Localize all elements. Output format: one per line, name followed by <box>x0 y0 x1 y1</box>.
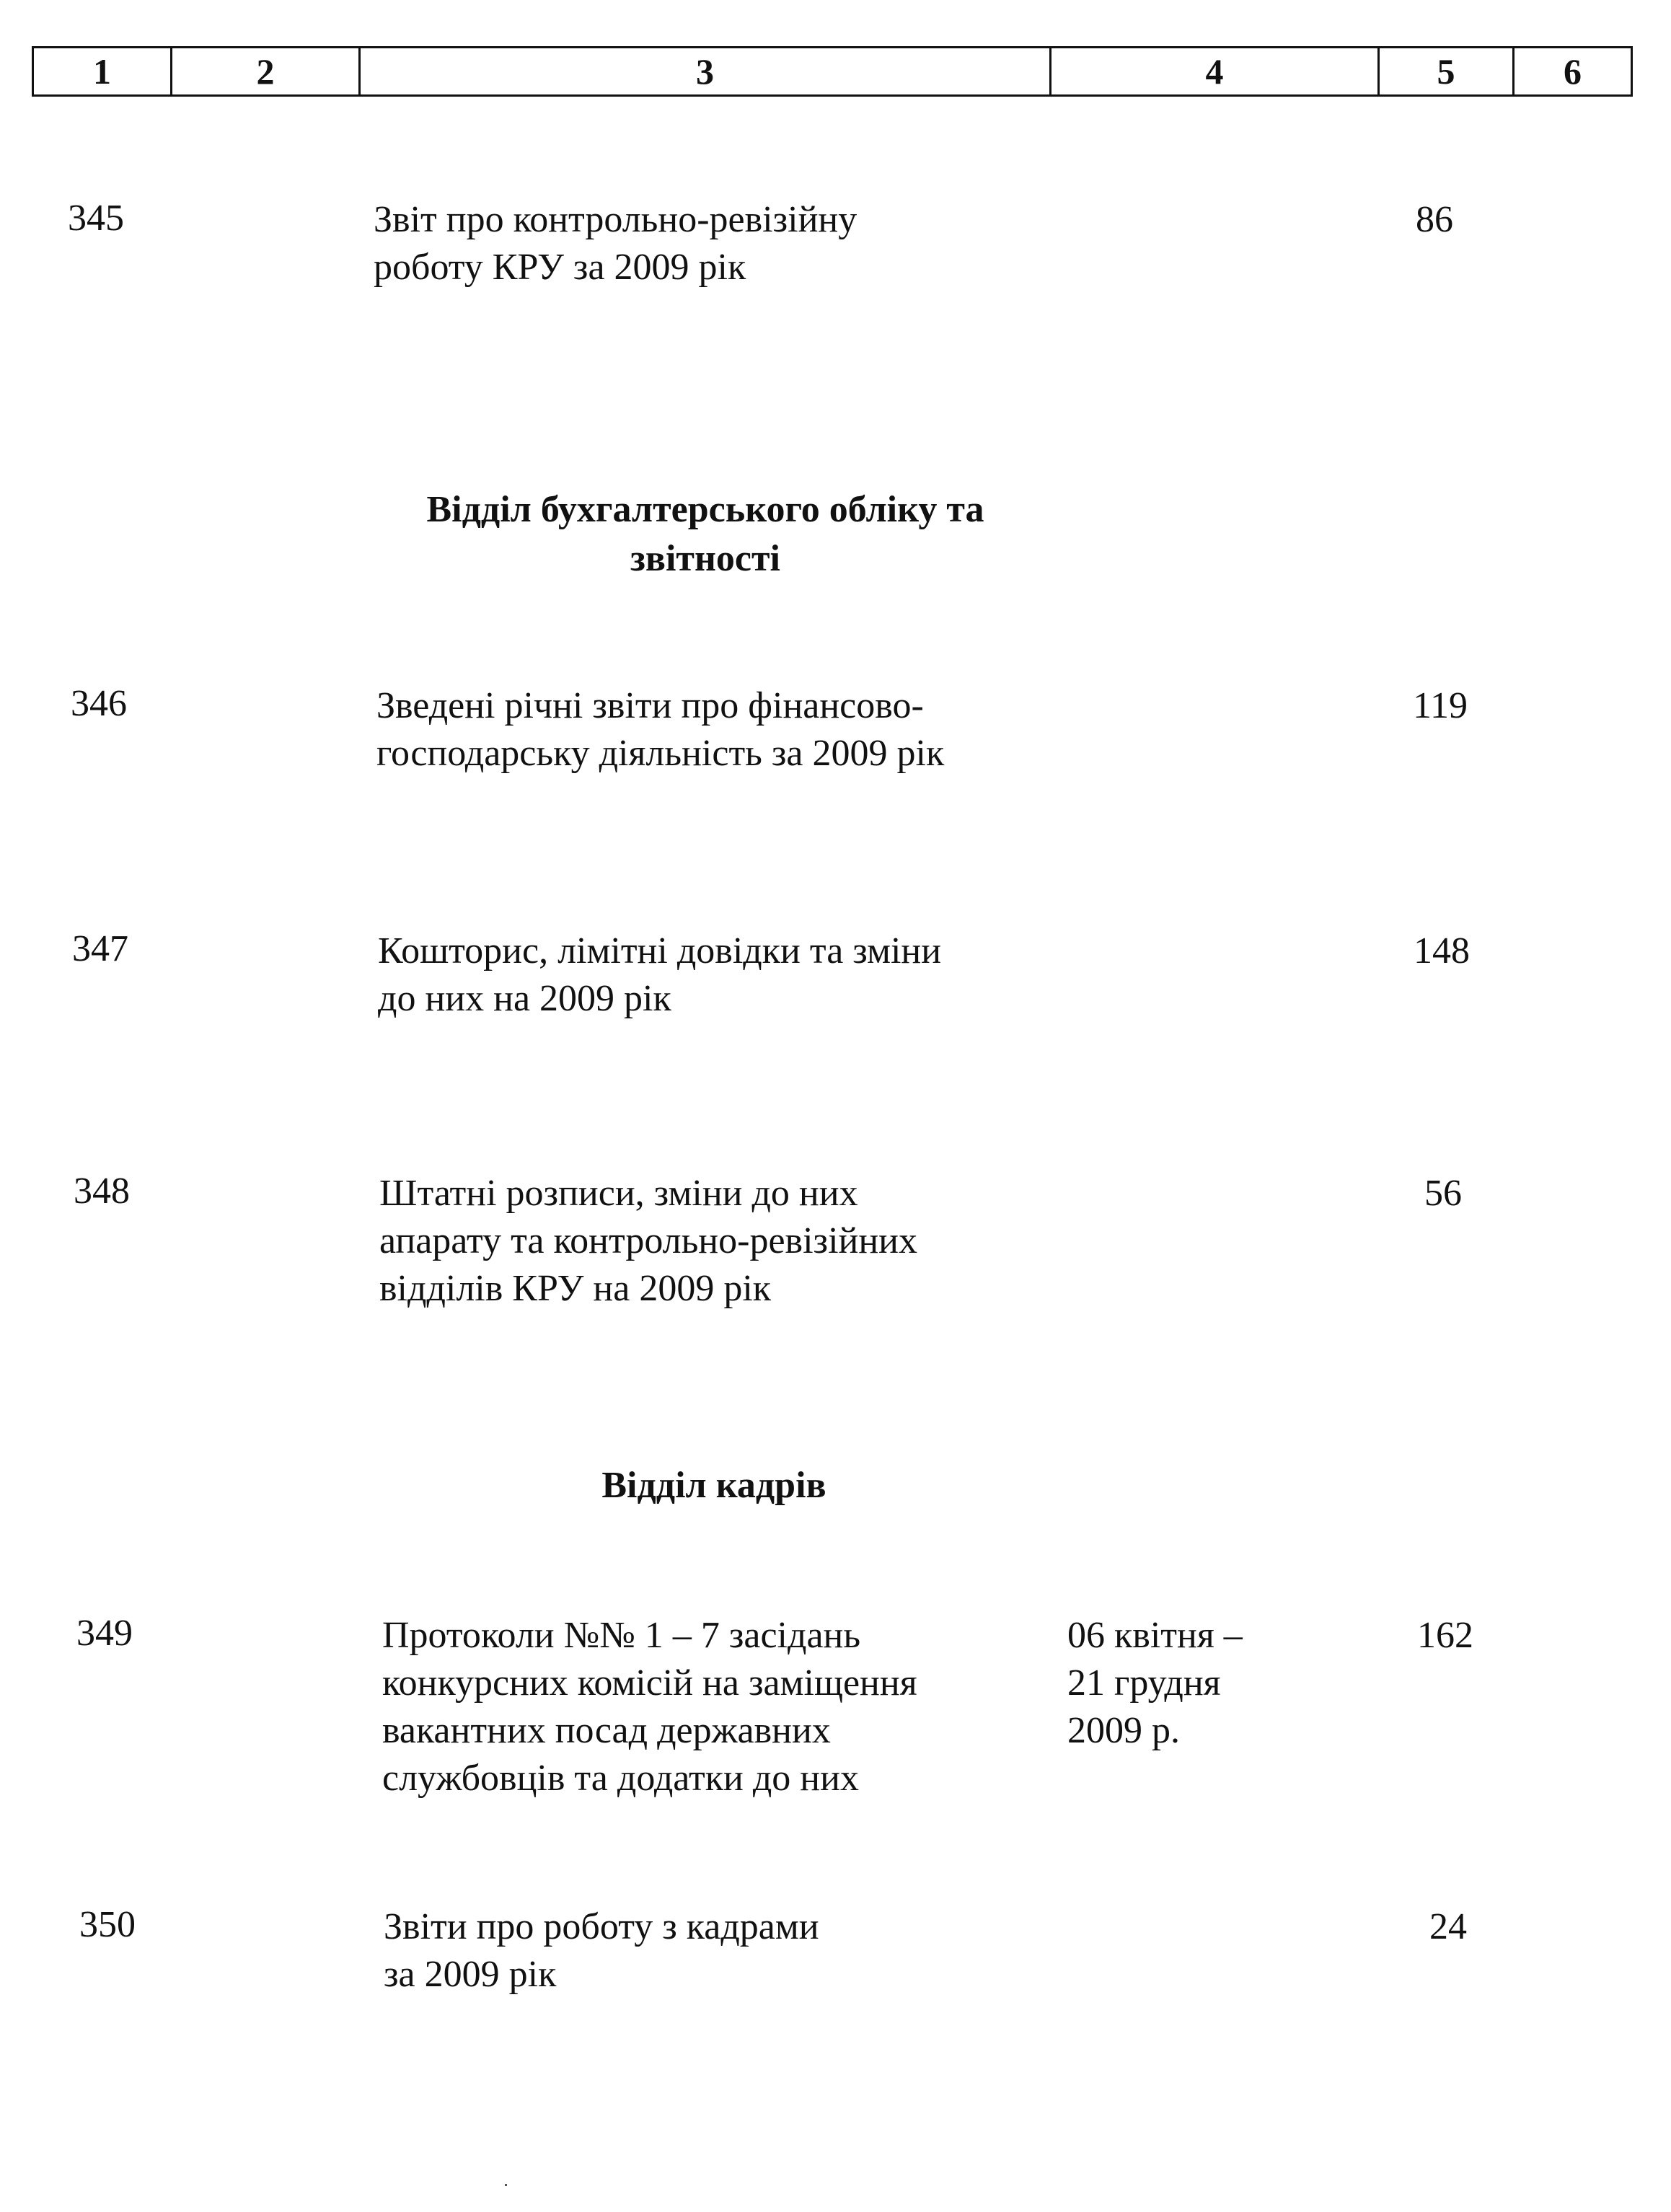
entry-number: 348 <box>74 1171 130 1212</box>
entry-title <box>374 196 857 291</box>
entry-title-line: господарську діяльність за 2009 рік <box>376 733 945 774</box>
entry-title-line: Кошторис, лімітні довідки та зміни <box>378 930 942 971</box>
entry-title-line: службовців та додатки до них <box>382 1758 859 1799</box>
section-heading-line: звітності <box>630 538 780 579</box>
entry-title-line: апарату та контрольно-ревізійних <box>379 1220 918 1261</box>
entry-title <box>382 1612 917 1802</box>
entry-date-line: 21 грудня <box>1067 1662 1221 1704</box>
entry-number: 349 <box>76 1613 133 1654</box>
entry-title-line: Зведені річні звіти про фінансово- <box>376 685 924 726</box>
entry-sheet-count: 86 <box>1416 199 1453 240</box>
column-header-6: 6 <box>1564 51 1582 92</box>
column-header-3: 3 <box>361 48 1051 94</box>
entry-title <box>384 1903 819 1999</box>
entry-title-line: Звіт про контрольно-ревізійну <box>374 199 857 240</box>
entry-title <box>376 682 944 777</box>
column-header-1: 1 <box>34 48 172 94</box>
entry-title-line: до них на 2009 рік <box>378 978 671 1019</box>
entry-title-line: Штатні розписи, зміни до них <box>379 1173 858 1214</box>
entry-number: 345 <box>68 198 124 239</box>
entry-title-line: за 2009 рік <box>384 1954 557 1995</box>
entry-title-line: вакантних посад державних <box>382 1710 831 1751</box>
column-header-4: 4 <box>1051 48 1380 94</box>
entry-number: 346 <box>71 683 127 724</box>
entry-date-range <box>1067 1612 1243 1755</box>
entry-sheet-count: 119 <box>1412 685 1468 726</box>
column-header-5: 5 <box>1380 48 1515 94</box>
entry-sheet-count: 148 <box>1414 930 1470 971</box>
entry-date-line: 2009 р. <box>1067 1710 1180 1751</box>
column-header-row <box>32 46 1633 97</box>
section-heading-line: Відділ бухгалтерського обліку та <box>426 489 984 530</box>
section-heading-line: Відділ кадрів <box>601 1465 826 1506</box>
entry-title-line: конкурсних комісій на заміщення <box>382 1662 917 1704</box>
entry-sheet-count: 162 <box>1417 1615 1473 1656</box>
entry-date-line: 06 квітня – <box>1067 1615 1243 1656</box>
entry-title-line: Протоколи №№ 1 – 7 засідань <box>382 1615 861 1656</box>
column-header-2: 2 <box>172 48 361 94</box>
section-heading-personnel <box>447 1461 981 1510</box>
entry-number: 350 <box>79 1904 136 1945</box>
scan-speck <box>505 2184 507 2186</box>
entry-sheet-count: 56 <box>1424 1173 1462 1214</box>
section-heading-accounting <box>374 485 1037 583</box>
entry-title <box>379 1170 917 1313</box>
entry-sheet-count: 24 <box>1429 1906 1467 1947</box>
entry-title <box>378 927 941 1023</box>
entry-title-line: Звіти про роботу з кадрами <box>384 1906 819 1947</box>
entry-title-line: роботу КРУ за 2009 рік <box>374 247 746 288</box>
entry-number: 347 <box>72 928 128 969</box>
entry-title-line: відділів КРУ на 2009 рік <box>379 1268 772 1309</box>
